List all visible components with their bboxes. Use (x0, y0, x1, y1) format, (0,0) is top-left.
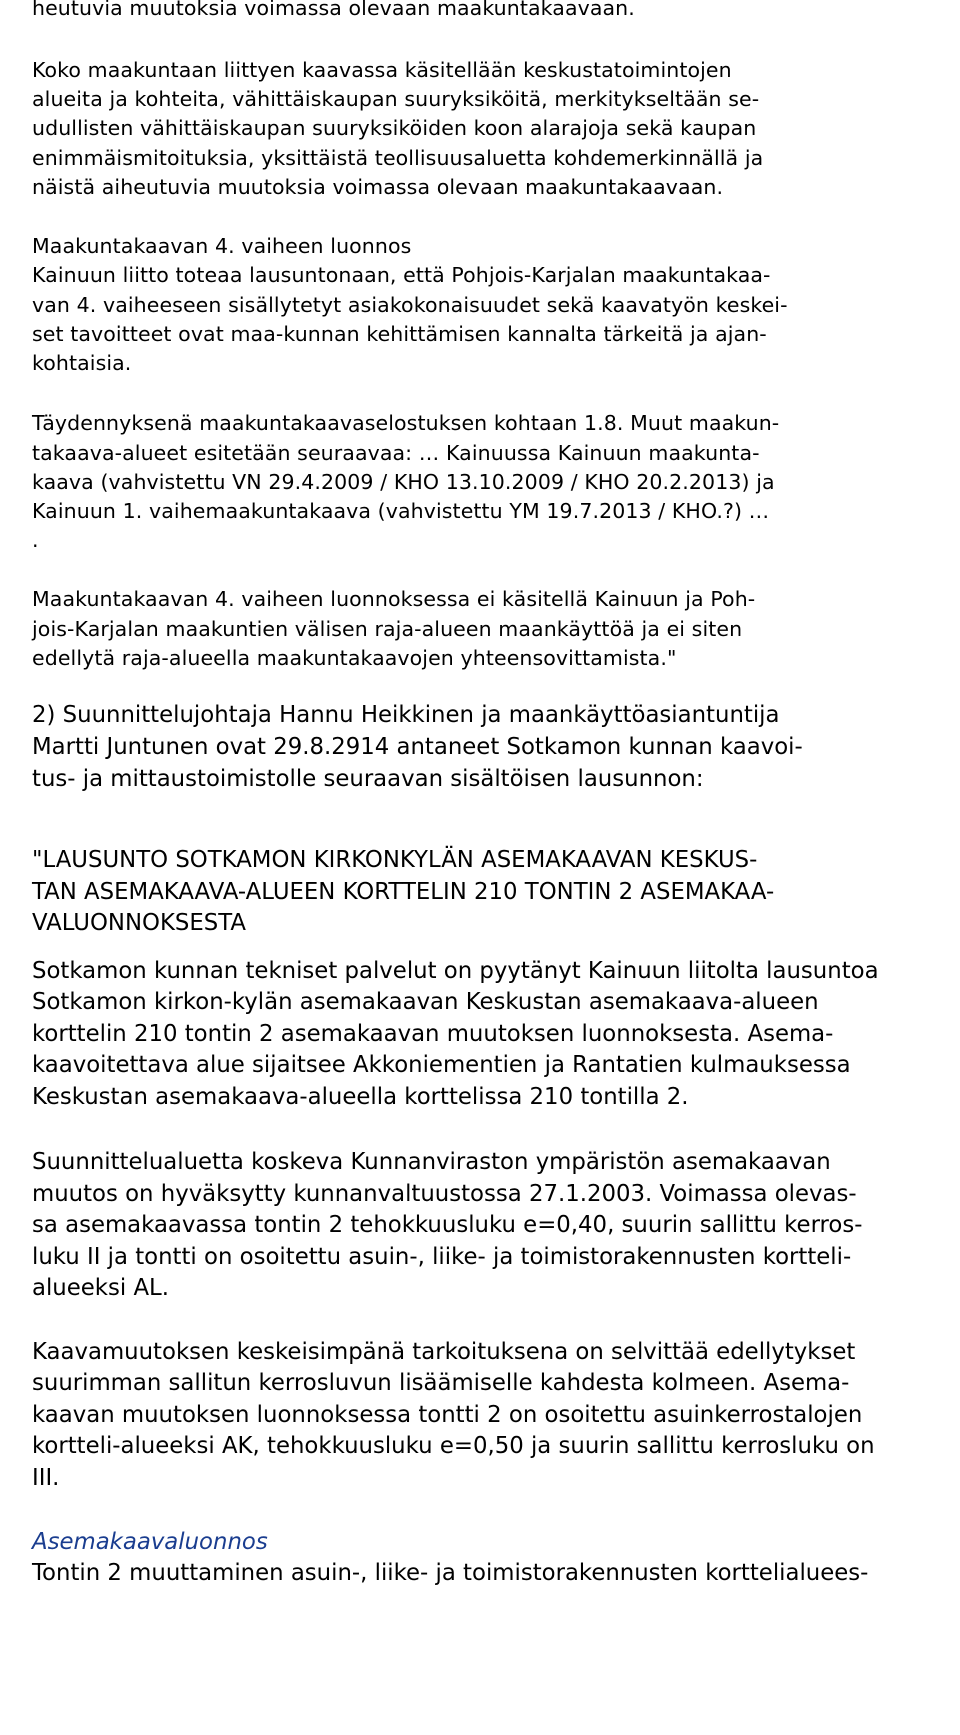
text-line: VALUONNOKSESTA (32, 910, 247, 936)
text-line: Kainuun liitto toteaa lausuntonaan, että Pohjois-Karjalan maakuntakaa- (32, 263, 771, 287)
text-line: set tavoitteet ovat maa-kunnan kehittämisen kannalta tärkeitä ja ajan- (32, 322, 767, 346)
text-line: kaava (vahvistettu VN 29.4.2009 / KHO 13.10.2009 / KHO 20.2.2013) ja (32, 470, 775, 494)
text-line: tus- ja mittaustoimistolle seuraavan sisältöisen lausunnon: (32, 766, 704, 792)
text-line: Martti Juntunen ovat 29.8.2914 antaneet Sotkamon kunnan kaavoi- (32, 734, 803, 760)
text-line: kaavan muutoksen luonnoksessa tontti 2 on osoitettu asuinkerrostalojen (32, 1402, 863, 1428)
text-line: Sotkamon kunnan tekniset palvelut on pyytänyt Kainuun liitolta lausuntoa (32, 958, 879, 984)
text-line: näistä aiheutuvia muutoksia voimassa olevaan maakuntakaavaan. (32, 175, 724, 199)
text-line: van 4. vaiheeseen sisällytetyt asiakokonaisuudet sekä kaavatyön keskei- (32, 293, 788, 317)
section-heading-asemakaavaluonnos: Asemakaavaluonnos (32, 1529, 268, 1555)
text-line: Tontin 2 muuttaminen asuin-, liike- ja toimistorakennusten korttelialuees- (32, 1560, 869, 1586)
text-line: kaavoitettava alue sijaitsee Akkoniementien ja Rantatien kulmauksessa (32, 1052, 851, 1078)
text-line: kortteli-alueeksi AK, tehokkuusluku e=0,50 ja suurin sallittu kerrosluku on (32, 1433, 875, 1459)
text-line: Kaavamuutoksen keskeisimpänä tarkoituksena on selvittää edellytykset (32, 1339, 856, 1365)
text-line: kohtaisia. (32, 351, 132, 375)
text-line: jois-Karjalan maakuntien välisen raja-alueen maankäyttöä ja ei siten (32, 617, 743, 641)
text-line: muutos on hyväksytty kunnanvaltuustossa 27.1.2003. Voimassa olevas- (32, 1181, 857, 1207)
text-line: alueeksi AL. (32, 1275, 170, 1301)
text-line: heutuvia muutoksia voimassa olevaan maakuntakaavaan. (32, 0, 635, 20)
text-line: udullisten vähittäiskaupan suuryksiköiden koon alarajoja sekä kaupan (32, 116, 757, 140)
text-line: korttelin 210 tontin 2 asemakaavan muutoksen luonnoksesta. Asema- (32, 1021, 834, 1047)
text-line: Koko maakuntaan liittyen kaavassa käsitellään keskustatoimintojen (32, 58, 732, 82)
text-line: 2) Suunnittelujohtaja Hannu Heikkinen ja maankäyttöasiantuntija (32, 702, 780, 728)
text-line: III. (32, 1465, 60, 1491)
text-line: suurimman sallitun kerrosluvun lisäämiselle kahdesta kolmeen. Asema- (32, 1370, 850, 1396)
text-line: Kainuun 1. vaihemaakuntakaava (vahvistettu YM 19.7.2013 / KHO.?) … (32, 499, 770, 523)
text-line: Sotkamon kirkon-kylän asemakaavan Keskustan asemakaava-alueen (32, 989, 819, 1015)
text-line: takaava-alueet esitetään seuraavaa: … Kainuussa Kainuun maakunta- (32, 441, 760, 465)
text-line: Suunnittelualuetta koskeva Kunnanviraston ympäristön asemakaavan (32, 1149, 831, 1175)
section-heading: Maakuntakaavan 4. vaiheen luonnos (32, 234, 412, 258)
text-line: . (32, 528, 39, 552)
text-line: Maakuntakaavan 4. vaiheen luonnoksessa ei käsitellä Kainuun ja Poh- (32, 587, 756, 611)
text-line: enimmäismitoituksia, yksittäistä teollisuusaluetta kohdemerkinnällä ja (32, 146, 764, 170)
text-line: Keskustan asemakaava-alueella korttelissa 210 tontilla 2. (32, 1084, 689, 1110)
text-line: alueita ja kohteita, vähittäiskaupan suuryksiköitä, merkitykseltään se- (32, 87, 760, 111)
text-line: edellytä raja-alueella maakuntakaavojen yhteensovittamista." (32, 646, 677, 670)
text-line: sa asemakaavassa tontin 2 tehokkuusluku e=0,40, suurin sallittu kerros- (32, 1212, 863, 1238)
text-line: luku II ja tontti on osoitettu asuin-, liike- ja toimistorakennusten kortteli- (32, 1244, 852, 1270)
text-line: Täydennyksenä maakuntakaavaselostuksen kohtaan 1.8. Muut maakun- (32, 411, 780, 435)
text-line: "LAUSUNTO SOTKAMON KIRKONKYLÄN ASEMAKAAVAN KESKUS- (32, 847, 758, 873)
text-line: TAN ASEMAKAAVA-ALUEEN KORTTELIN 210 TONTIN 2 ASEMAKAA- (32, 879, 775, 905)
